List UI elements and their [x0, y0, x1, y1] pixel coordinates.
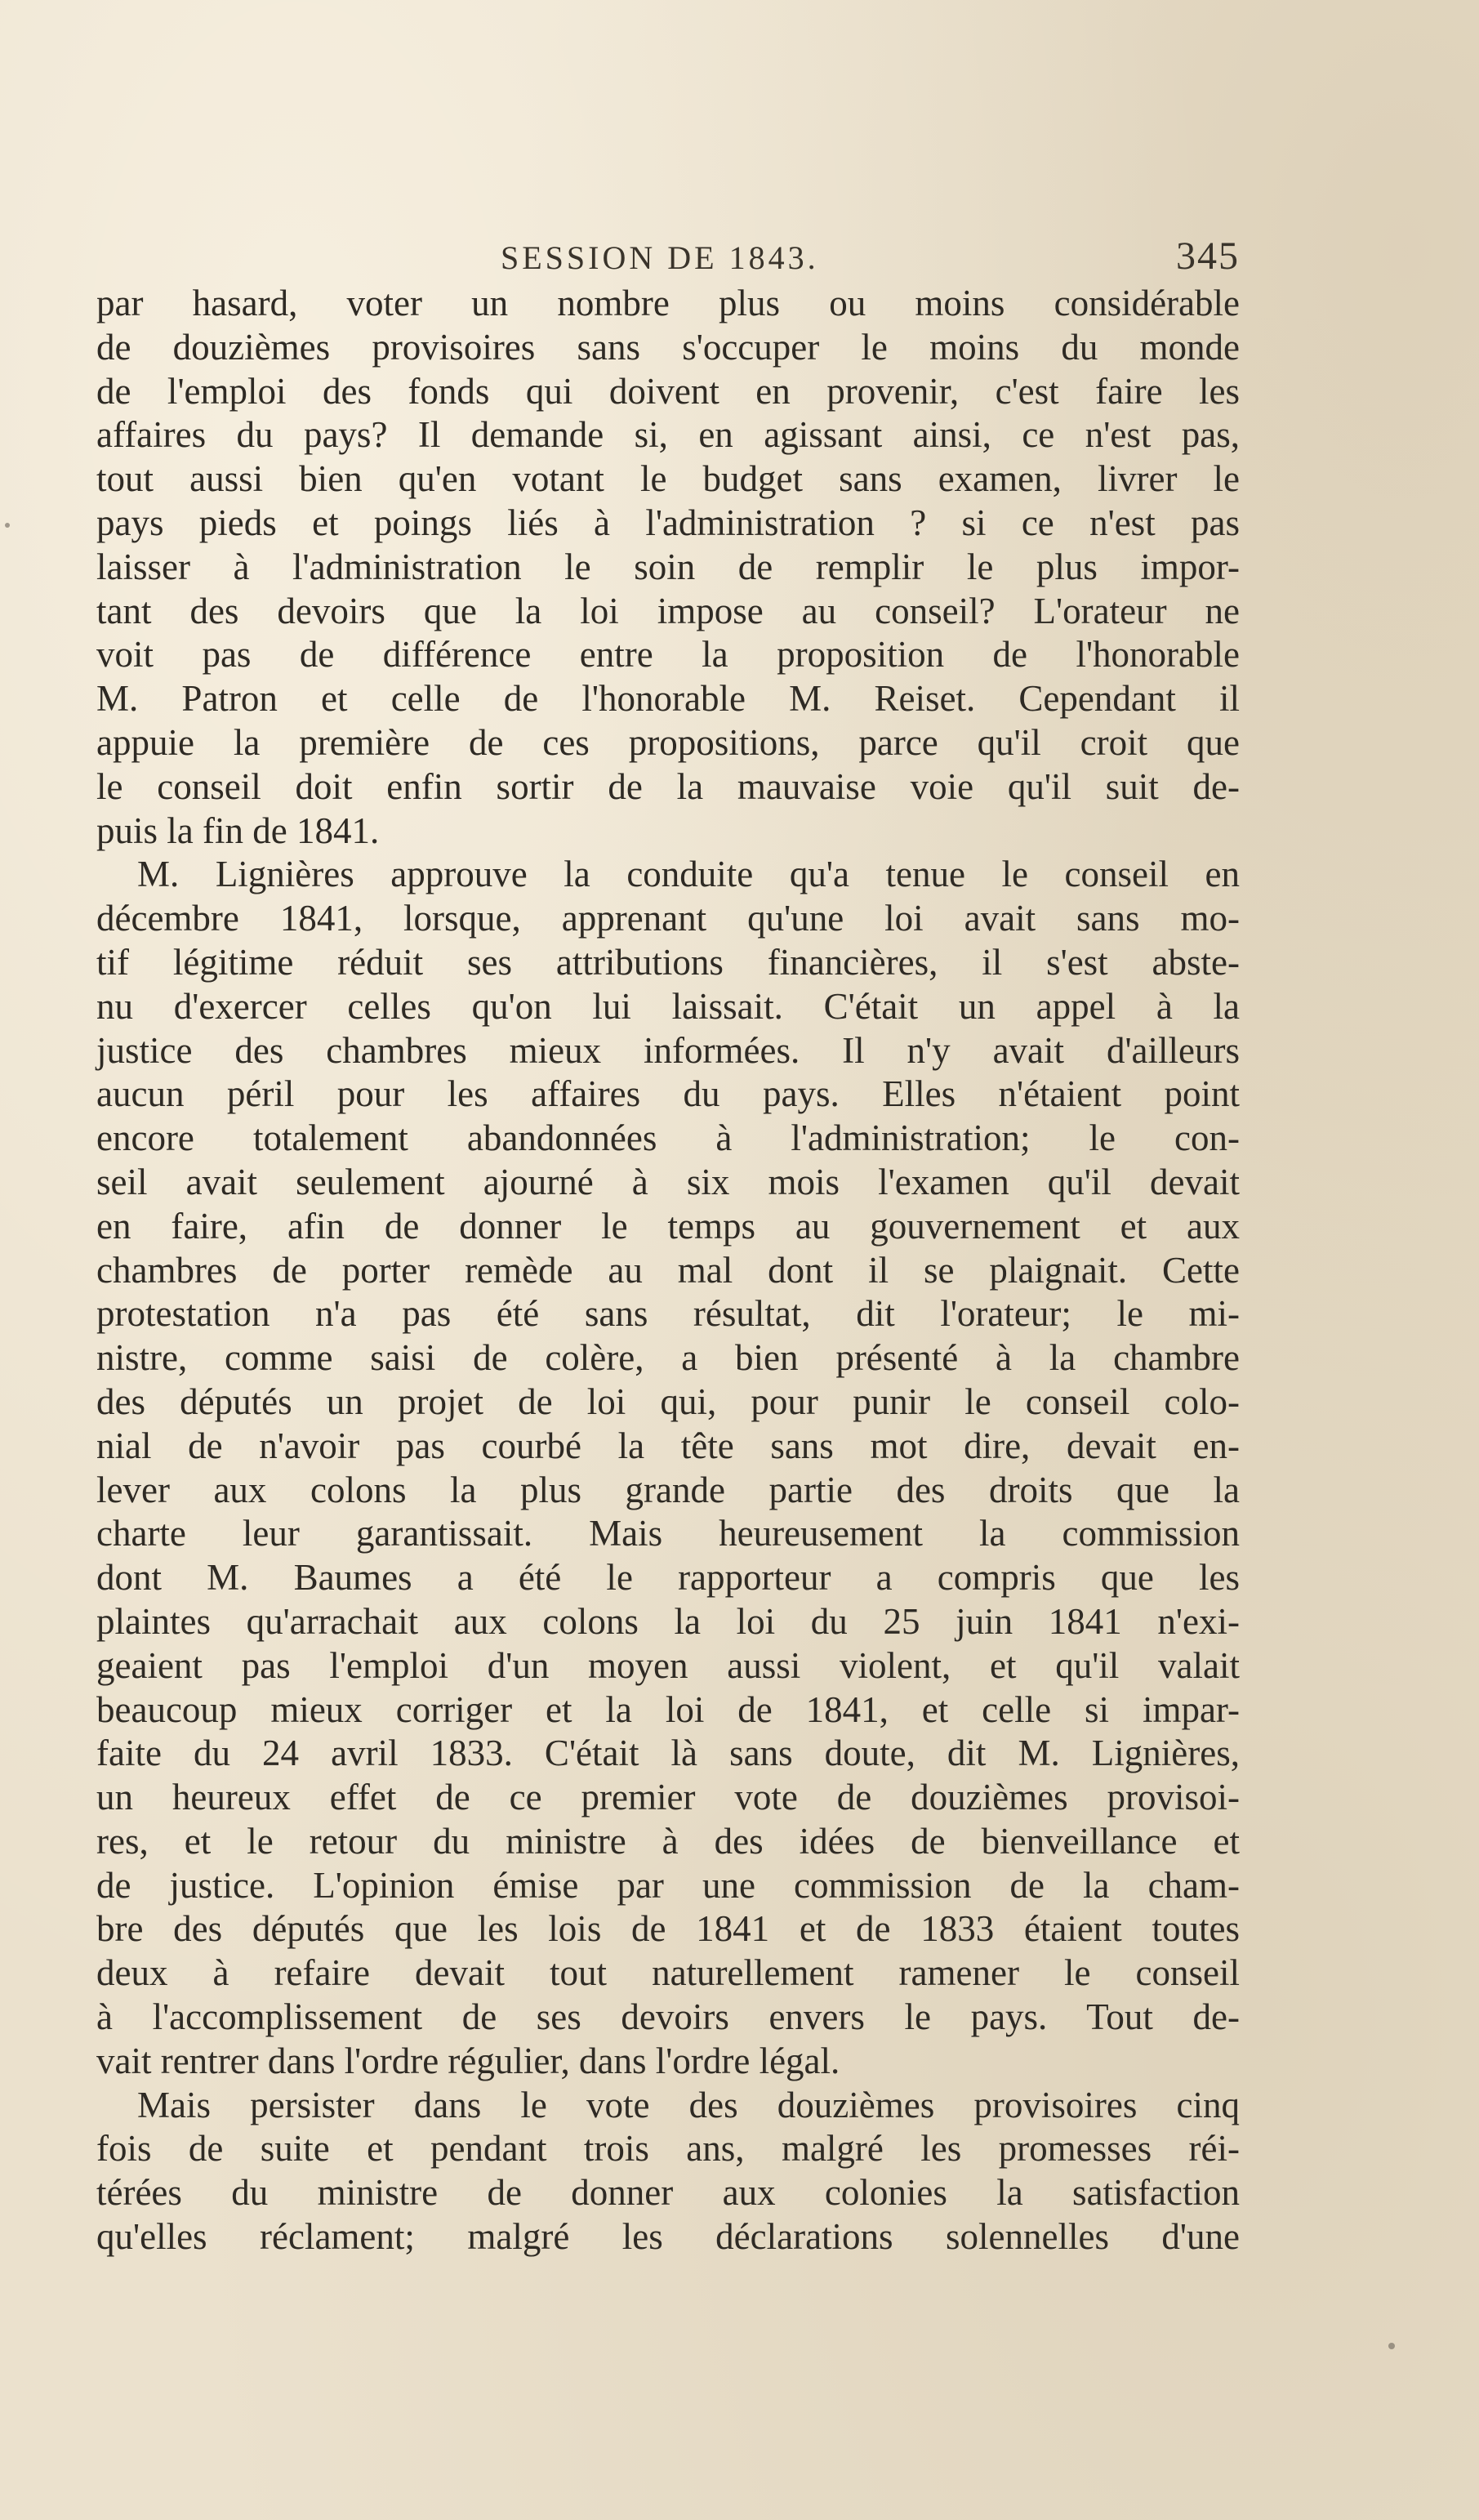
text-line: qu'elles réclament; malgré les déclarations solennelles d'une [96, 2216, 1240, 2258]
text-line: protestation n'a pas été sans résultat, dit l'orateur; le mi- [96, 1293, 1240, 1335]
text-line: un heureux effet de ce premier vote de douzièmes provisoi- [96, 1777, 1240, 1818]
body-text [96, 282, 1240, 2259]
text-line: lever aux colons la plus grande partie des droits que la [96, 1469, 1240, 1510]
text-line: aucun péril pour les affaires du pays. Elles n'étaient point [96, 1073, 1240, 1115]
text-line: vait rentrer dans l'ordre régulier, dans l'ordre légal. [96, 2040, 840, 2081]
text-line: affaires du pays? Il demande si, en agissant ainsi, ce n'est pas, [96, 414, 1240, 456]
text-line: de justice. L'opinion émise par une commission de la cham- [96, 1864, 1240, 1906]
text-line: nu d'exercer celles qu'on lui laissait. C'était un appel à la [96, 985, 1240, 1027]
text-line: nial de n'avoir pas courbé la tête sans mot dire, devait en- [96, 1425, 1240, 1466]
text-line: deux à refaire devait tout naturellement ramener le conseil [96, 1952, 1240, 1994]
text-line: laisser à l'administration le soin de remplir le plus impor- [96, 546, 1240, 587]
text-line: fois de suite et pendant trois ans, malgré les promesses réi- [96, 2128, 1240, 2170]
paper-speck [1388, 2343, 1395, 2349]
text-line: en faire, afin de donner le temps au gouvernement et aux [96, 1205, 1240, 1247]
paragraph-start-line: M. Lignières approuve la conduite qu'a tenue le conseil en [137, 854, 1240, 895]
running-title: SESSION DE 1843. [501, 239, 819, 276]
text-line: nistre, comme saisi de colère, a bien présenté à la chambre [96, 1337, 1240, 1379]
text-line: tif légitime réduit ses attributions financières, il s'est abste- [96, 941, 1240, 983]
text-line: à l'accomplissement de ses devoirs envers le pays. Tout de- [96, 1996, 1240, 2038]
text-line: seil avait seulement ajourné à six mois l'examen qu'il devait [96, 1161, 1240, 1202]
text-line: justice des chambres mieux informées. Il n'y avait d'ailleurs [96, 1029, 1240, 1071]
page-number: 345 [1176, 234, 1240, 278]
text-line: bre des députés que les lois de 1841 et de 1833 étaient toutes [96, 1908, 1240, 1950]
text-line: beaucoup mieux corriger et la loi de 1841, et celle si impar- [96, 1688, 1240, 1730]
text-line: puis la fin de 1841. [96, 810, 380, 851]
paper-speck [5, 523, 10, 528]
text-line: pays pieds et poings liés à l'administration ? si ce n'est pas [96, 502, 1240, 543]
running-head [96, 229, 1240, 286]
text-line: par hasard, voter un nombre plus ou moins considérable [96, 283, 1240, 323]
text-line: de douzièmes provisoires sans s'occuper le moins du monde [96, 326, 1240, 368]
text-line: le conseil doit enfin sortir de la mauvaise voie qu'il suit de- [96, 765, 1240, 807]
text-line: tant des devoirs que la loi impose au conseil? L'orateur ne [96, 590, 1240, 631]
text-line: térées du ministre de donner aux colonies la satisfaction [96, 2172, 1240, 2214]
text-line: appuie la première de ces propositions, parce qu'il croit que [96, 721, 1240, 763]
text-line: décembre 1841, lorsque, apprenant qu'une loi avait sans mo- [96, 898, 1240, 939]
text-line: dont M. Baumes a été le rapporteur a compris que les [96, 1557, 1240, 1599]
text-line: faite du 24 avril 1833. C'était là sans doute, dit M. Lignières, [96, 1733, 1240, 1774]
text-line: charte leur garantissait. Mais heureusement la commission [96, 1513, 1240, 1554]
paragraph-start-line: Mais persister dans le vote des douzièmes provisoires cinq [137, 2084, 1240, 2125]
text-line: res, et le retour du ministre à des idées de bienveillance et [96, 1820, 1240, 1862]
text-line: geaient pas l'emploi d'un moyen aussi violent, et qu'il valait [96, 1644, 1240, 1686]
text-line: encore totalement abandonnées à l'administration; le con- [96, 1117, 1240, 1159]
text-line: tout aussi bien qu'en votant le budget sans examen, livrer le [96, 458, 1240, 500]
text-line: de l'emploi des fonds qui doivent en provenir, c'est faire les [96, 370, 1240, 412]
text-line: chambres de porter remède au mal dont il se plaignait. Cette [96, 1249, 1240, 1291]
text-line: plaintes qu'arrachait aux colons la loi du 25 juin 1841 n'exi- [96, 1600, 1240, 1642]
text-line: M. Patron et celle de l'honorable M. Reiset. Cependant il [96, 678, 1240, 720]
text-line: des députés un projet de loi qui, pour punir le conseil colo- [96, 1380, 1240, 1422]
text-line: voit pas de différence entre la proposition de l'honorable [96, 634, 1240, 676]
